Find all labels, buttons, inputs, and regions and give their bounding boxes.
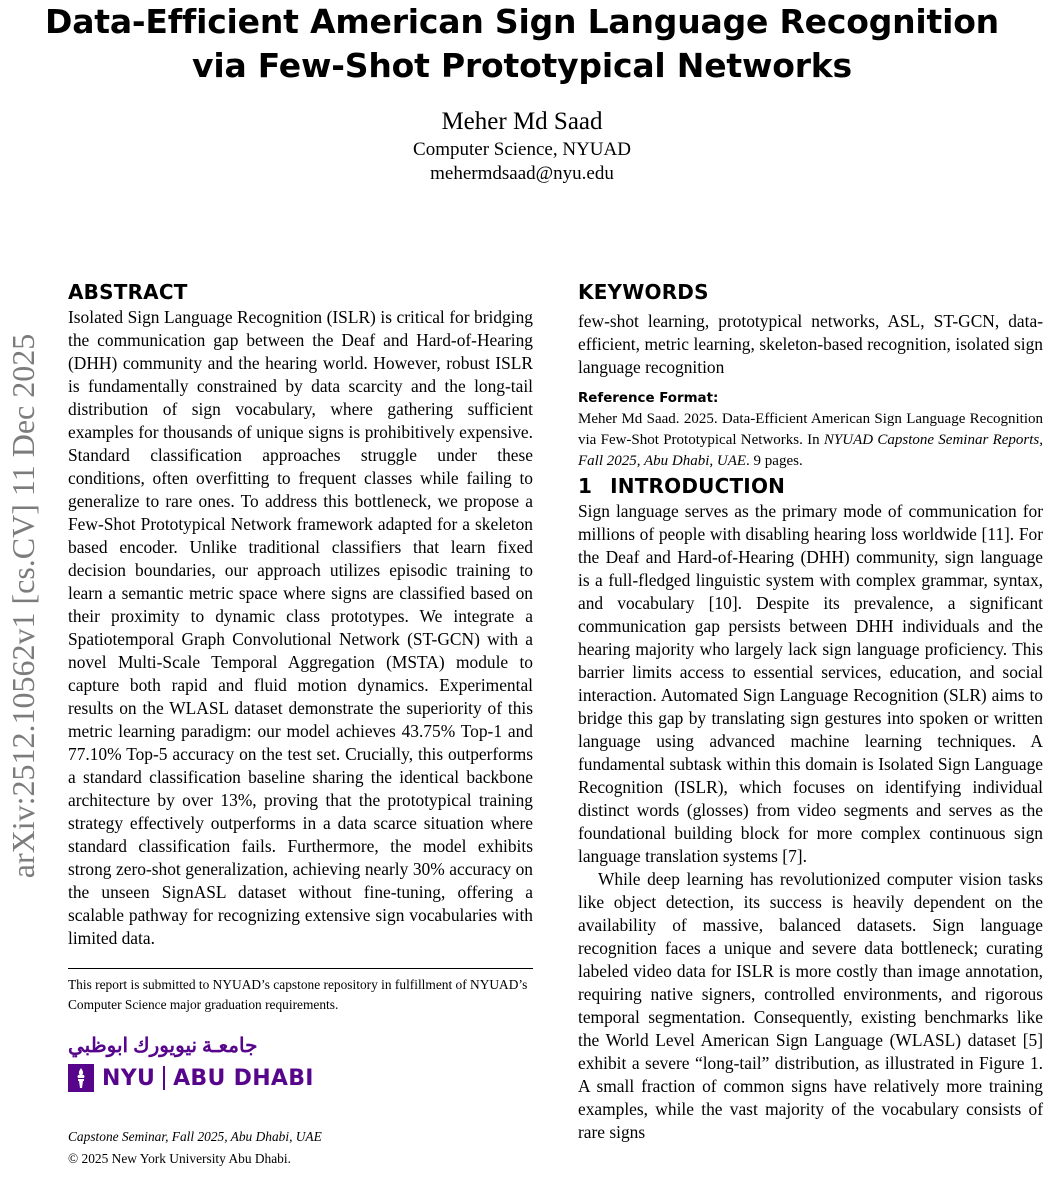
section-title: INTRODUCTION bbox=[610, 474, 786, 498]
conference-line: Capstone Seminar, Fall 2025, Abu Dhabi, UAE bbox=[68, 1129, 322, 1144]
footnote-divider bbox=[68, 968, 533, 969]
copyright-line: © 2025 New York University Abu Dhabi. bbox=[68, 1151, 291, 1166]
nyu-torch-icon bbox=[68, 1064, 94, 1092]
reference-format-end: . 9 pages. bbox=[746, 453, 803, 469]
logo-nyu-text: NYU bbox=[102, 1065, 156, 1091]
reference-format-venue: NYUAD Capstone Seminar Reports, Fall 2025, Abu Dhabi, UAE bbox=[578, 432, 1043, 469]
logo-abu-dhabi-text: ABU DHABI bbox=[173, 1065, 314, 1091]
footnote-text: This report is submitted to NYUAD’s capstone repository in fulfillment of NYUAD’s Computer Science major graduation requirements. bbox=[68, 977, 528, 1012]
author-name: Meher Md Saad bbox=[441, 108, 603, 135]
keywords-heading: KEYWORDS bbox=[578, 280, 709, 304]
abstract-text: Isolated Sign Language Recognition (ISLR) is critical for bridging the communication gap between the Deaf and Hard-of-Hearing (DHH) community and the hearing world. However, robust ISLR is fundamentally constrained by data scarcity and the long-tail distribution of sign vocabulary, where gathering sufficient examples for thousands of unique signs is prohibitively expensive. Standard classification approaches struggle under these conditions, often overfitting to frequent classes while failing to generalize to rare ones. To address this bottleneck, we propose a Few-Shot Prototypical Network framework adapted for a skeleton based encoder. Unlike traditional classifiers that learn fixed decision boundaries, our approach utilizes episodic training to learn a semantic metric space where signs are classified based on their proximity to dynamic class prototypes. We integrate a Spatiotemporal Graph Convolutional Network (ST-GCN) with a novel Multi-Scale Temporal Aggregation (MSTA) module to capture both rapid and fluid motion dynamics. Experimental results on the WLASL dataset demonstrate the superiority of this metric learning paradigm: our model achieves 43.75% Top-1 and 77.10% Top-5 accuracy on the test set. Crucially, this outperforms a standard classification baseline sharing the identical backbone architecture by over 13%, proving that the prototypical training strategy effectively outperforms in a data scarce situation where standard classification fails. Furthermore, the model exhibits strong zero-shot generalization, achieving nearly 30% accuracy on the unseen SignASL dataset without fine-tuning, offering a scalable pathway for recognizing extensive sign vocabularies with limited data. bbox=[68, 307, 533, 948]
reference-format-heading: Reference Format: bbox=[578, 391, 719, 406]
logo-separator bbox=[163, 1066, 165, 1090]
title-line-2: via Few-Shot Prototypical Networks bbox=[192, 46, 852, 85]
intro-paragraph-2: While deep learning has revolutionized computer vision tasks like object detection, its success is heavily dependent on the availability of massive, balanced datasets. Sign language recognition faces a unique and severe data bottleneck; curating labeled video data for ISLR is more costly than image annotation, requiring native signers, controlled environments, and rigorous temporal segmentation. Consequently, existing benchmarks like the World Level American Sign Language (WLASL) dataset [5] exhibit a severe “long-tail” distribution, as illustrated in Figure 1. A small fraction of common signs have relatively more training examples, while the vast majority of the vocabulary consists of rare signs bbox=[578, 869, 1043, 1142]
author-email: mehermdsaad@nyu.edu bbox=[430, 163, 614, 184]
nyuad-arabic-logo-text: جامعـة نيويورك ابوظبي bbox=[68, 1034, 258, 1057]
intro-paragraph-1: Sign language serves as the primary mode of communication for millions of people with disabling hearing loss worldwide [11]. For the Deaf and Hard-of-Hearing (DHH) community, sign language is a full-fledged linguistic system with complex grammar, syntax, and vocabulary [10]. Despite its prevalence, a significant communication gap persists between DHH individuals and the hearing majority who largely lack sign language proficiency. This barrier limits access to essential services, education, and social interaction. Automated Sign Language Recognition (SLR) aims to bridge this gap by translating sign gestures into spoken or written language using advanced machine learning techniques. A fundamental subtask within this domain is Isolated Sign Language Recognition (ISLR), which focuses on identifying individual distinct words (glosses) from video segments and serves as the foundational building block for more complex continuous sign language translation systems [7]. bbox=[578, 501, 1043, 866]
reference-format-text bbox=[578, 409, 1043, 472]
nyuad-logo bbox=[68, 1063, 533, 1093]
paper-title bbox=[0, 0, 1044, 88]
abstract-heading: ABSTRACT bbox=[68, 280, 188, 304]
section-number: 1 bbox=[578, 474, 593, 498]
title-line-1: Data-Efficient American Sign Language Recognition bbox=[45, 2, 999, 41]
left-column bbox=[68, 278, 533, 1169]
keywords-text: few-shot learning, prototypical networks, ASL, ST-GCN, data-efficient, metric learning, skeleton-based recognition, isolated sign language recognition bbox=[578, 311, 1043, 377]
introduction-heading bbox=[578, 472, 1043, 500]
arxiv-identifier: arXiv:2512.10562v1 [cs.CV] 11 Dec 2025 bbox=[5, 333, 41, 879]
reference-format-plain: Meher Md Saad. 2025. Data-Efficient American Sign Language Recognition via Few-Shot Prototypical Networks. In bbox=[578, 411, 1043, 448]
author-affiliation: Computer Science, NYUAD bbox=[413, 139, 631, 160]
right-column bbox=[578, 278, 1043, 1144]
